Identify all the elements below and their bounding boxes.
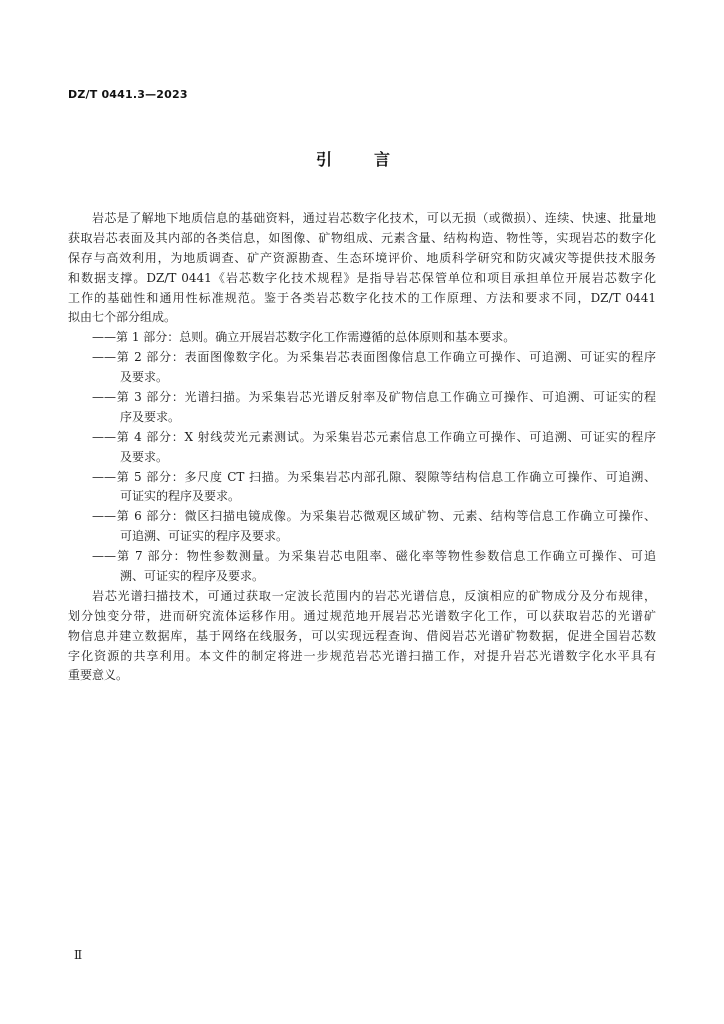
list-item-line: ——第 4 部分：X 射线荧光元素测试。为采集岩芯元素信息工作确立可操作、可追溯、可证实的程序 bbox=[92, 429, 656, 444]
list-item-part-2 bbox=[68, 348, 656, 388]
intro-line: 岩芯是了解地下地质信息的基础资料，通过岩芯数字化技术，可以无损（或微损）、连续、快速、批量地 bbox=[92, 211, 656, 225]
list-item-part-3 bbox=[68, 388, 656, 428]
section-title: 引言 bbox=[315, 150, 432, 169]
list-item-part-6 bbox=[68, 507, 656, 547]
intro-line: 拟由七个部分组成。 bbox=[68, 310, 177, 325]
closing-line: 岩芯光谱扫描技术，可通过获取一定波长范围内的岩芯光谱信息，反演相应的矿物成分及分布规律， bbox=[92, 588, 656, 603]
closing-line: 字化资源的共享利用。本文件的制定将进一步规范岩芯光谱扫描工作，对提升岩芯光谱数字化水平具有 bbox=[68, 648, 656, 663]
intro-line: 获取岩芯表面及其内部的各类信息，如图像、矿物组成、元素含量、结构构造、物性等，实现岩芯的数字化 bbox=[68, 230, 656, 245]
list-item-line: 及要求。 bbox=[120, 370, 169, 385]
list-item-part-1 bbox=[68, 328, 656, 348]
list-item-line: ——第 7 部分：物性参数测量。为采集岩芯电阻率、磁化率等物性参数信息工作确立可操作、可追 bbox=[92, 549, 656, 564]
list-item-part-5 bbox=[68, 468, 656, 508]
list-item-line: ——第 6 部分：微区扫描电镜成像。为采集岩芯微观区域矿物、元素、结构等信息工作确立可操作、 bbox=[92, 509, 656, 524]
intro-paragraph bbox=[68, 209, 656, 328]
parts-list bbox=[68, 328, 656, 587]
list-item-line: ——第 5 部分：多尺度 CT 扫描。为采集岩芯内部孔隙、裂隙等结构信息工作确立可操作、可追溯、 bbox=[92, 469, 656, 484]
closing-line: 重要意义。 bbox=[68, 668, 129, 683]
introduction-body bbox=[68, 209, 656, 686]
list-item-line: ——第 2 部分：表面图像数字化。为采集岩芯表面图像信息工作确立可操作、可追溯、可证实的程序 bbox=[92, 350, 656, 365]
list-item-line: 可追溯、可证实的程序及要求。 bbox=[120, 529, 289, 544]
list-item-line: 序及要求。 bbox=[120, 409, 181, 424]
closing-line: 划分蚀变分带，进而研究流体运移作用。通过规范地开展岩芯光谱数字化工作，可以获取岩芯的光谱矿 bbox=[68, 608, 656, 623]
list-item-line: 可证实的程序及要求。 bbox=[120, 489, 241, 504]
list-item-part-7 bbox=[68, 547, 656, 587]
intro-line: 工作的基础性和通用性标准规范。鉴于各类岩芯数字化技术的工作原理、方法和要求不同，DZ/T 0441 bbox=[68, 290, 656, 305]
list-item-part-4 bbox=[68, 428, 656, 468]
closing-paragraph bbox=[68, 587, 656, 686]
document-code: DZ/T 0441.3—2023 bbox=[68, 88, 188, 101]
list-item-line: ——第 3 部分：光谱扫描。为采集岩芯光谱反射率及矿物信息工作确立可操作、可追溯、可证实的程 bbox=[92, 390, 656, 405]
closing-line: 物信息并建立数据库，基于网络在线服务，可以实现远程查询、借阅岩芯光谱矿物数据，促进全国岩芯数 bbox=[68, 628, 656, 643]
intro-line: 保存与高效利用，为地质调查、矿产资源勘查、生态环境评价、地质科学研究和防灾减灾等提供技术服务 bbox=[68, 250, 656, 265]
list-item-line: ——第 1 部分：总则。确立开展岩芯数字化工作需遵循的总体原则和基本要求。 bbox=[92, 330, 516, 345]
list-item-line: 及要求。 bbox=[120, 449, 169, 464]
page-number: Ⅱ bbox=[74, 948, 83, 962]
intro-line: 和数据支撑。DZ/T 0441《岩芯数字化技术规程》是指导岩芯保管单位和项目承担单位开展岩芯数字化 bbox=[68, 270, 656, 285]
list-item-line: 溯、可证实的程序及要求。 bbox=[120, 569, 265, 584]
